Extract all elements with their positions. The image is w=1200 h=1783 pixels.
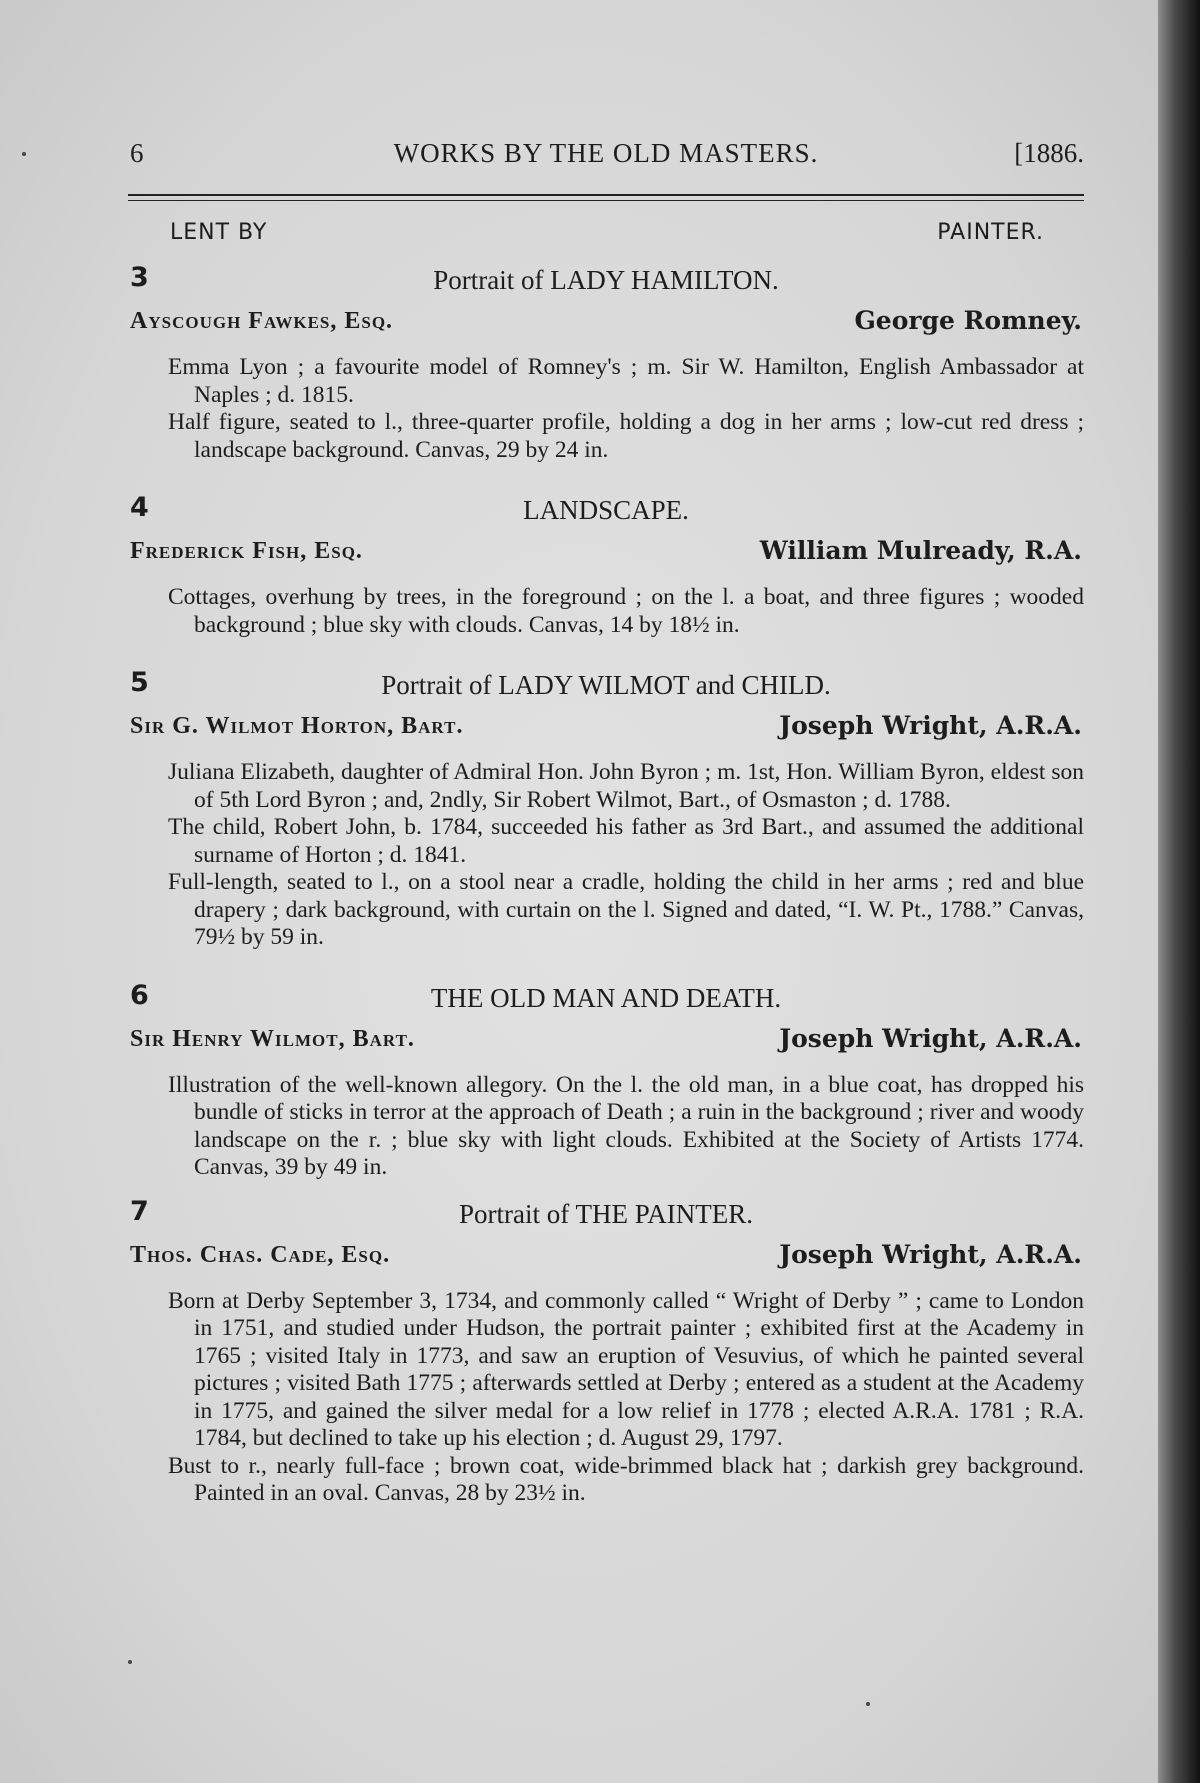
description-paragraph: Illustration of the well-known allegory. On the l. the old man, in a blue coat, has dropped his bundle of sticks in terror at the approach of Death ; a ruin in the background ; river and woody landscape on the r. ; blue sky with light clouds. Exhibited at the Society of Artists 1774. Canvas, 39 by 49 in.: [168, 1071, 1084, 1180]
attribution-line: [128, 538, 1084, 574]
page-number: 6: [130, 138, 144, 168]
description-paragraph: Born at Derby September 3, 1734, and commonly called “ Wright of Derby ” ; came to London in 1751, and studied under Hudson, the portrait painter ; exhibited first at the Academy in 1765 ; visited Italy in 1773, and saw an eruption of Vesuvius, of which he painted several pictures ; visited Bath 1775 ; afterwards settled at Derby ; entered as a student at the Academy in 1775, and gained the silver medal for a low relief in 1778 ; elected A.R.A. 1781 ; R.A. 1784, but declined to take up his election ; d. August 29, 1797.: [168, 1287, 1084, 1451]
entry-description: [128, 1288, 1084, 1508]
entry-title: Portrait of LADY HAMILTON.: [433, 265, 779, 295]
attribution-line: [128, 713, 1084, 749]
entry-number: 7: [130, 1195, 149, 1227]
lender: Frederick Fish, Esq.: [130, 538, 363, 564]
year-marker: [1886.: [1014, 138, 1084, 168]
entry-number: 3: [130, 262, 149, 293]
painter: William Mulready, R.A.: [759, 536, 1082, 565]
entry-title: Portrait of THE PAINTER.: [459, 1198, 753, 1229]
description-paragraph: The child, Robert John, b. 1784, succeeded his father as 3rd Bart., and assumed the additional surname of Horton ; d. 1841.: [168, 814, 1084, 868]
catalogue-entry: [128, 667, 1084, 952]
description-paragraph: Emma Lyon ; a favourite model of Romney's ; m. Sir W. Hamilton, English Ambassador at Naples ; d. 1815.: [168, 354, 1084, 408]
painter: Joseph Wright, A.R.A.: [779, 711, 1082, 740]
attribution-line: [128, 1023, 1084, 1062]
page-content: [128, 0, 1084, 1508]
entry-title: THE OLD MAN AND DEATH.: [430, 982, 782, 1013]
running-title: WORKS BY THE OLD MASTERS.: [393, 138, 819, 168]
attribution-line: [128, 1239, 1084, 1278]
catalogue-entry: [128, 492, 1084, 639]
paper-speck: [866, 1702, 870, 1706]
lender: Thos. Chas. Cade, Esq.: [130, 1241, 391, 1268]
description-paragraph: Full-length, seated to l., on a stool near a cradle, holding the child in her arms ; red and blue drapery ; dark background, with curtain on the l. Signed and dated, “I. W. Pt., 1788.” Canvas, 79½ by 59 in.: [168, 869, 1084, 950]
lent-by-heading: LENT BY: [170, 220, 268, 245]
lender: Sir G. Wilmot Horton, Bart.: [130, 713, 464, 739]
entry-title: Portrait of LADY WILMOT and CHILD.: [381, 670, 831, 700]
entry-description: [128, 354, 1084, 464]
entry-description: [128, 1072, 1084, 1182]
description-paragraph: Bust to r., nearly full-face ; brown coat, wide-brimmed black hat ; darkish grey background. Painted in an oval. Canvas, 28 by 23½ in.: [168, 1452, 1084, 1506]
catalogue-entry: [128, 1196, 1084, 1508]
catalogue-entry: [128, 980, 1084, 1182]
attribution-line: [128, 308, 1084, 344]
painter: George Romney.: [854, 306, 1082, 335]
entry-number: 5: [130, 667, 149, 698]
painter: Joseph Wright, A.R.A.: [779, 1023, 1082, 1053]
painter: Joseph Wright, A.R.A.: [779, 1239, 1082, 1269]
entry-description: [128, 584, 1084, 639]
entry-number: 6: [130, 979, 149, 1011]
header-rule: [128, 194, 1084, 196]
lender: Sir Henry Wilmot, Bart.: [130, 1025, 415, 1052]
header-rule-secondary: [128, 200, 1084, 201]
lender: Ayscough Fawkes, Esq.: [130, 308, 394, 334]
paper-speck: [128, 1660, 132, 1664]
entry-title: LANDSCAPE.: [523, 495, 689, 525]
description-paragraph: Half figure, seated to l., three-quarter profile, holding a dog in her arms ; low-cut red dress ; landscape background. Canvas, 29 by 24 in.: [168, 409, 1084, 463]
description-paragraph: Juliana Elizabeth, daughter of Admiral Hon. John Byron ; m. 1st, Hon. William Byron, eldest son of 5th Lord Byron ; and, 2ndly, Sir Robert Wilmot, Bart., of Osmaston ; d. 1788.: [168, 759, 1084, 813]
paper-speck: [22, 152, 26, 156]
catalogue-entry: [128, 262, 1084, 464]
entry-description: [128, 759, 1084, 952]
running-header: [128, 138, 1084, 208]
book-spine-shadow: [1158, 0, 1200, 1783]
description-paragraph: Cottages, overhung by trees, in the foreground ; on the l. a boat, and three figures ; wooded background ; blue sky with clouds. Canvas, 14 by 18½ in.: [168, 584, 1084, 638]
column-headings: [128, 220, 1084, 256]
painter-heading: PAINTER.: [937, 220, 1044, 245]
entry-number: 4: [130, 492, 149, 523]
